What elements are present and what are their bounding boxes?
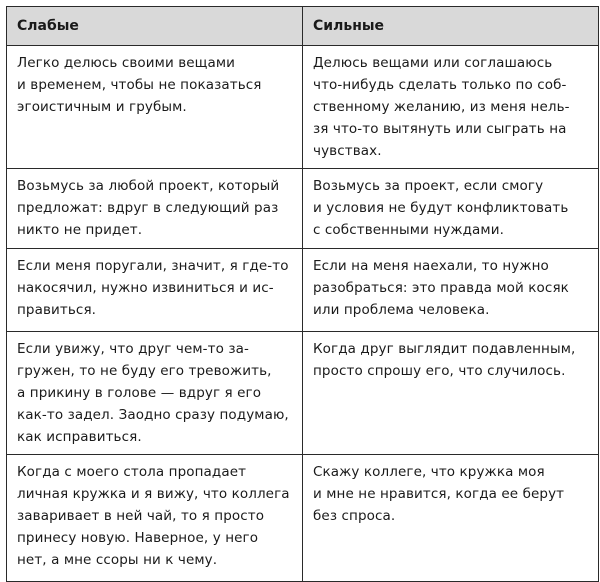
cell-line: заваривает в ней чай, то я просто — [17, 508, 265, 524]
cell-line: эгоистичным и грубым. — [17, 99, 187, 115]
header-weak: Слабые — [7, 7, 303, 46]
cell-line: накосячил, нужно извиниться и ис- — [17, 280, 274, 296]
cell-line: Когда с моего стола пропадает — [17, 464, 247, 480]
cell-weak — [7, 46, 303, 169]
table-row — [7, 46, 599, 169]
cell-line: Легко делюсь своими вещами — [17, 55, 236, 71]
cell-line: разобраться: это правда мой косяк — [313, 280, 569, 296]
cell-line: правиться. — [17, 302, 97, 318]
cell-line: как исправиться. — [17, 429, 142, 445]
cell-line: или проблема человека. — [313, 302, 490, 318]
cell-line: чувствах. — [313, 143, 382, 159]
cell-line: как-то задел. Заодно сразу подумаю, — [17, 407, 289, 423]
cell-line: Если увижу, что друг чем-то за- — [17, 341, 249, 357]
cell-line: и мне не нравится, когда ее берут — [313, 486, 565, 502]
cell-line: гружен, то не буду его тревожить, — [17, 363, 272, 379]
cell-weak — [7, 332, 303, 455]
cell-strong — [303, 249, 599, 332]
cell-strong — [303, 46, 599, 169]
cell-line: и условия не будут конфликтовать — [313, 200, 569, 216]
cell-line: и временем, чтобы не показаться — [17, 77, 262, 93]
cell-line: Скажу коллеге, что кружка моя — [313, 464, 545, 480]
cell-weak — [7, 249, 303, 332]
header-row — [7, 7, 599, 46]
cell-line: а прикину в голове — вдруг я его — [17, 385, 262, 401]
cell-line: Делюсь вещами или соглашаюсь — [313, 55, 553, 71]
cell-strong — [303, 332, 599, 455]
cell-strong — [303, 169, 599, 249]
cell-line: нет, а мне ссоры ни к чему. — [17, 552, 218, 568]
cell-line: зя что-то вытянуть или сыграть на — [313, 121, 567, 137]
cell-line: никто не придет. — [17, 222, 143, 238]
cell-line: Возьмусь за проект, если смогу — [313, 178, 544, 194]
cell-line: Если на меня наехали, то нужно — [313, 258, 549, 274]
cell-line: Когда друг выглядит подавленным, — [313, 341, 576, 357]
cell-weak — [7, 169, 303, 249]
cell-line: ственному желанию, из меня нель- — [313, 99, 570, 115]
cell-line: что-нибудь сделать только по соб- — [313, 77, 567, 93]
table-row — [7, 332, 599, 455]
cell-weak — [7, 455, 303, 582]
header-strong: Сильные — [303, 7, 599, 46]
cell-line: просто спрошу его, что случилось. — [313, 363, 566, 379]
cell-line: без спроса. — [313, 508, 396, 524]
table-row — [7, 169, 599, 249]
table-row — [7, 455, 599, 582]
cell-line: Возьмусь за любой проект, который — [17, 178, 280, 194]
cell-strong — [303, 455, 599, 582]
cell-line: принесу новую. Наверное, у него — [17, 530, 259, 546]
cell-line: с собственными нуждами. — [313, 222, 504, 238]
cell-line: Если меня поругали, значит, я где-то — [17, 258, 289, 274]
table-row — [7, 249, 599, 332]
cell-line: предложат: вдруг в следующий раз — [17, 200, 279, 216]
comparison-table — [6, 6, 599, 582]
comparison-table-container — [6, 6, 598, 582]
cell-line: личная кружка и я вижу, что коллега — [17, 486, 290, 502]
